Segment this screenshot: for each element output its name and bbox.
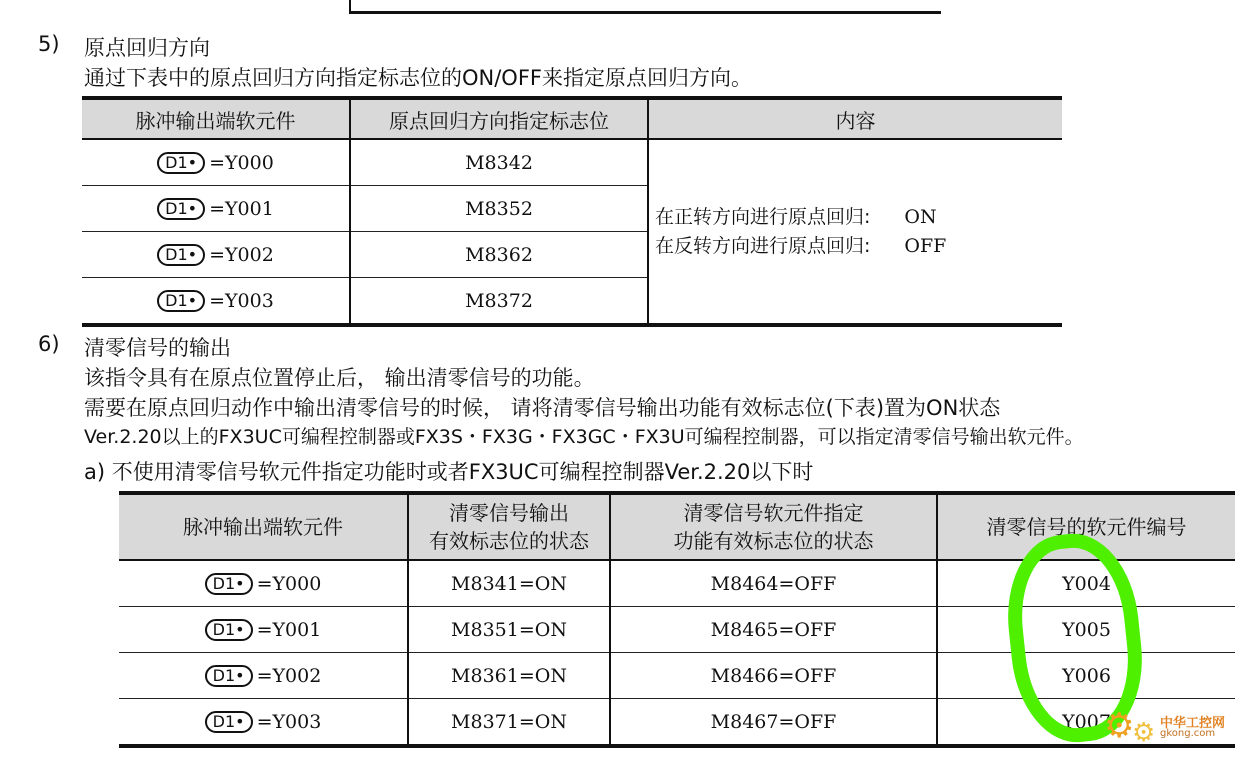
forward-state: ON (904, 205, 937, 228)
device-tag: D1• (205, 573, 253, 595)
device-cell (119, 560, 408, 607)
number-cell: Y005 (937, 607, 1235, 653)
output-device: =Y003 (256, 711, 322, 733)
section-6-title: 清零信号的输出 (84, 336, 231, 360)
spec-cell: M8467=OFF (610, 699, 937, 747)
header-line: 清零信号软元件指定 (683, 501, 864, 525)
watermark-url: gkong.com (1160, 728, 1216, 739)
table-row (119, 607, 1235, 653)
header-line: 功能有效标志位的状态 (673, 529, 874, 553)
previous-table-bottom-rule (349, 0, 941, 14)
device-tag: D1• (205, 665, 253, 687)
flag-cell: M8352 (350, 186, 648, 232)
table1-header-device: 脉冲输出端软元件 (82, 98, 350, 139)
output-device: =Y003 (209, 290, 274, 312)
device-tag: D1• (157, 244, 205, 266)
spec-cell: M8466=OFF (610, 653, 937, 699)
header-line: 有效标志位的状态 (429, 529, 589, 553)
header-line: 清零信号输出 (449, 501, 569, 525)
device-tag: D1• (205, 711, 253, 733)
clear-signal-table (119, 491, 1235, 748)
device-cell (119, 699, 408, 747)
device-cell (119, 607, 408, 653)
table-row (119, 699, 1235, 747)
flag-cell: M8362 (350, 232, 648, 278)
flag-cell: M8361=ON (408, 653, 610, 699)
spec-cell: M8465=OFF (610, 607, 937, 653)
device-cell (82, 278, 350, 326)
forward-line (655, 203, 1061, 232)
watermark-name: 中华工控网 (1160, 716, 1226, 731)
table1-header-flag: 原点回归方向指定标志位 (350, 98, 648, 139)
device-cell (119, 653, 408, 699)
header-line: 清零信号的软元件编号 (986, 515, 1187, 539)
reverse-state: OFF (904, 234, 947, 257)
table2-header-flag (408, 493, 610, 560)
output-device: =Y002 (209, 244, 274, 266)
spec-cell: M8464=OFF (610, 560, 937, 607)
return-direction-table (82, 96, 1062, 327)
section-5-title: 原点回归方向 (84, 36, 210, 60)
device-tag: D1• (205, 619, 253, 641)
device-cell (82, 186, 350, 232)
device-cell (82, 232, 350, 278)
table-row (119, 560, 1235, 607)
gear-icon: ⚙ (1132, 718, 1156, 748)
table2-header-spec (610, 493, 937, 560)
flag-cell: M8342 (350, 139, 648, 186)
section-6-number: 6) (38, 332, 60, 356)
reverse-text: 在反转方向进行原点回归: (655, 234, 871, 257)
device-tag: D1• (157, 152, 205, 174)
output-device: =Y001 (209, 198, 274, 220)
table-row (82, 139, 1062, 186)
number-cell: Y004 (937, 560, 1235, 607)
forward-text: 在正转方向进行原点回归: (655, 205, 871, 228)
header-line: 脉冲输出端软元件 (183, 515, 343, 539)
output-device: =Y000 (256, 573, 322, 595)
device-cell (82, 139, 350, 186)
section-5-description: 通过下表中的原点回归方向指定标志位的ON/OFF来指定原点回归方向。 (84, 66, 752, 90)
section-6-line-3: Ver.2.20以上的FX3UC可编程控制器或FX3S・FX3G・FX3GC・FX3U可编程控制器，可以指定清零信号输出软元件。 (84, 426, 1084, 448)
number-cell: Y006 (937, 653, 1235, 699)
flag-cell: M8371=ON (408, 699, 610, 747)
section-6-line-2: 需要在原点回归动作中输出清零信号的时候， 请将清零信号输出功能有效标志位(下表)置为ON状态 (84, 396, 1001, 420)
device-tag: D1• (157, 290, 205, 312)
device-tag: D1• (157, 198, 205, 220)
number-cell: Y007 (937, 699, 1235, 747)
table1-header-content: 内容 (648, 98, 1062, 139)
section-6-line-1: 该指令具有在原点位置停止后， 输出清零信号的功能。 (84, 366, 595, 390)
flag-cell: M8372 (350, 278, 648, 326)
table2-header-number (937, 493, 1235, 560)
output-device: =Y000 (209, 152, 274, 174)
content-cell (648, 139, 1062, 325)
section-5-number: 5) (38, 32, 60, 56)
flag-cell: M8341=ON (408, 560, 610, 607)
subsection-a-title: a) 不使用清零信号软元件指定功能时或者FX3UC可编程控制器Ver.2.20以下时 (84, 460, 814, 484)
flag-cell: M8351=ON (408, 607, 610, 653)
output-device: =Y001 (256, 619, 322, 641)
reverse-line (655, 232, 1061, 261)
gear-icon: ⚙ (1104, 706, 1135, 746)
table2-header-device (119, 493, 408, 560)
table-row (119, 653, 1235, 699)
output-device: =Y002 (256, 665, 322, 687)
